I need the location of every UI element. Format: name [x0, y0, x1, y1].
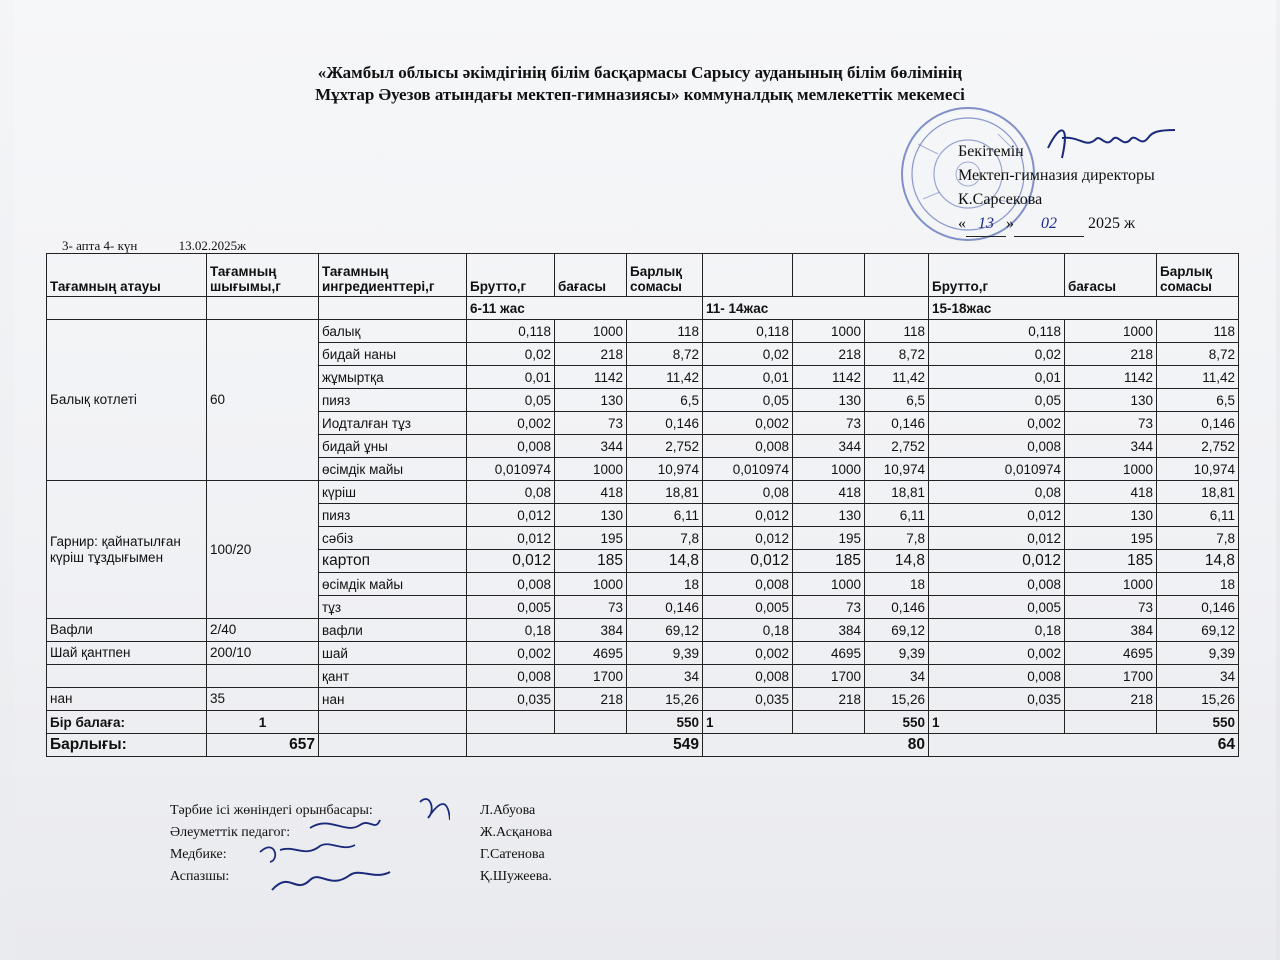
price: 130	[793, 504, 865, 527]
price: 1142	[555, 366, 627, 389]
gross-weight: 0,012	[467, 550, 555, 573]
week-label: 3- апта 4- күн	[62, 238, 138, 253]
gross-weight: 0,012	[703, 504, 793, 527]
total-sum: 7,8	[865, 527, 929, 550]
price: 195	[793, 527, 865, 550]
total-sum: 0,146	[627, 596, 703, 619]
price: 344	[793, 435, 865, 458]
gross-weight: 0,010974	[467, 458, 555, 481]
gross-weight: 0,002	[929, 642, 1065, 665]
date-month: 02	[1014, 212, 1084, 237]
ingredient-name: бидай ұны	[319, 435, 467, 458]
col-header: бағасы	[555, 254, 627, 297]
gross-weight: 0,08	[929, 481, 1065, 504]
gross-weight: 0,118	[467, 320, 555, 343]
price: 1000	[793, 458, 865, 481]
signatory-name: Г.Сатенова	[480, 847, 545, 862]
table-row	[47, 642, 1239, 665]
per-child-sum: 550	[627, 711, 703, 734]
gross-weight: 0,012	[929, 504, 1065, 527]
gross-weight: 0,012	[929, 550, 1065, 573]
date-day: 13	[966, 212, 1006, 237]
dish-name: Вафли	[47, 619, 207, 642]
gross-weight: 0,18	[929, 619, 1065, 642]
price: 130	[1065, 504, 1157, 527]
total-sum: 18	[865, 573, 929, 596]
total-sum: 0,146	[1157, 596, 1239, 619]
price: 130	[1065, 389, 1157, 412]
total-sum: 69,12	[865, 619, 929, 642]
total-sum: 118	[1157, 320, 1239, 343]
approval-date	[958, 212, 1155, 236]
dish-yield: 60	[207, 320, 319, 481]
price: 1142	[793, 366, 865, 389]
gross-weight: 0,012	[467, 527, 555, 550]
gross-weight: 0,01	[929, 366, 1065, 389]
price: 384	[555, 619, 627, 642]
total-sum: 34	[627, 665, 703, 688]
signature-row	[170, 800, 670, 822]
total-sum: 18,81	[865, 481, 929, 504]
signatory-name: Л.Абуова	[480, 803, 536, 818]
price: 1000	[1065, 573, 1157, 596]
total-sum: 9,39	[865, 642, 929, 665]
age-group-label: 11- 14жас	[703, 297, 929, 320]
ingredient-name: пияз	[319, 389, 467, 412]
total-sum: 10,974	[627, 458, 703, 481]
total-sum: 2,752	[627, 435, 703, 458]
title-line-2: Мұхтар Әуезов атындағы мектеп-гимназиясы» коммуналдық мемлекеттік мекемесі	[315, 85, 965, 104]
gross-weight: 0,18	[703, 619, 793, 642]
total-sum: 34	[1157, 665, 1239, 688]
per-child-row	[47, 711, 1239, 734]
price: 1700	[1065, 665, 1157, 688]
total-sum: 15,26	[865, 688, 929, 711]
age-group-label: 15-18жас	[929, 297, 1239, 320]
price: 1700	[555, 665, 627, 688]
approval-block	[958, 140, 1155, 236]
price: 218	[793, 343, 865, 366]
per-child-sum: 550	[1157, 711, 1239, 734]
price: 73	[555, 596, 627, 619]
gross-weight: 0,008	[467, 573, 555, 596]
total-sum: 11,42	[1157, 366, 1239, 389]
total-sum: 15,26	[627, 688, 703, 711]
price: 1000	[555, 320, 627, 343]
total-sum: 0,146	[1157, 412, 1239, 435]
gross-weight: 0,010974	[703, 458, 793, 481]
gross-weight: 0,008	[467, 435, 555, 458]
price: 218	[555, 343, 627, 366]
gross-weight: 0,008	[929, 435, 1065, 458]
total-sum: 18	[1157, 573, 1239, 596]
gross-weight: 0,118	[929, 320, 1065, 343]
per-child-count: 1	[929, 711, 1065, 734]
dish-name: Гарнир: қайнатылған күріш тұздығымен	[47, 481, 207, 619]
approve-label: Бекітемін	[958, 143, 1024, 160]
ingredient-name: Иодталған тұз	[319, 412, 467, 435]
price: 73	[793, 412, 865, 435]
gross-weight: 0,05	[929, 389, 1065, 412]
per-child-count: 1	[703, 711, 793, 734]
col-header: Тағамның шығымы,г	[207, 254, 319, 297]
total-sum: 118	[865, 320, 929, 343]
signatory-name: Қ.Шужеева.	[480, 869, 552, 884]
signatures-block	[170, 800, 670, 888]
total-value: 80	[703, 734, 929, 757]
total-value: 64	[929, 734, 1239, 757]
document-title	[200, 62, 1080, 106]
total-sum: 11,42	[865, 366, 929, 389]
title-line-1: «Жамбыл облысы әкімдігінің білім басқармасы Сарысу ауданының білім бөлімінің	[317, 63, 963, 82]
total-value: 549	[467, 734, 703, 757]
gross-weight: 0,005	[929, 596, 1065, 619]
table-row	[47, 619, 1239, 642]
table-row	[47, 688, 1239, 711]
gross-weight: 0,02	[703, 343, 793, 366]
total-sum: 9,39	[1157, 642, 1239, 665]
menu-table	[46, 253, 1239, 757]
per-child-count: 1	[207, 711, 319, 734]
price: 218	[1065, 343, 1157, 366]
col-header	[793, 254, 865, 297]
gross-weight: 0,008	[929, 573, 1065, 596]
per-child-sum: 550	[865, 711, 929, 734]
total-sum: 9,39	[627, 642, 703, 665]
col-header: Тағамның ингредиенттері,г	[319, 254, 467, 297]
dish-yield: 2/40	[207, 619, 319, 642]
gross-weight: 0,012	[703, 527, 793, 550]
gross-weight: 0,035	[703, 688, 793, 711]
gross-weight: 0,01	[467, 366, 555, 389]
gross-weight: 0,005	[703, 596, 793, 619]
price: 195	[555, 527, 627, 550]
col-header: Барлық сомасы	[1157, 254, 1239, 297]
signature-row	[170, 844, 670, 866]
price: 1000	[1065, 320, 1157, 343]
age-group-label: 6-11 жас	[467, 297, 703, 320]
price: 1000	[555, 573, 627, 596]
total-sum: 18	[627, 573, 703, 596]
table-header-row	[47, 254, 1239, 297]
col-header: Брутто,г	[929, 254, 1065, 297]
total-sum: 15,26	[1157, 688, 1239, 711]
price: 4695	[555, 642, 627, 665]
price: 1000	[793, 573, 865, 596]
ingredient-name: бидай наны	[319, 343, 467, 366]
gross-weight: 0,002	[467, 642, 555, 665]
date-open-quote: «	[958, 215, 966, 232]
dish-name	[47, 665, 207, 688]
gross-weight: 0,118	[703, 320, 793, 343]
total-sum: 34	[865, 665, 929, 688]
dish-name: нан	[47, 688, 207, 711]
total-sum: 6,11	[1157, 504, 1239, 527]
table-body	[47, 297, 1239, 711]
total-yield: 657	[207, 734, 319, 757]
gross-weight: 0,035	[929, 688, 1065, 711]
gross-weight: 0,01	[703, 366, 793, 389]
ingredient-name: тұз	[319, 596, 467, 619]
week-date: 13.02.2025ж	[178, 238, 247, 253]
col-header	[865, 254, 929, 297]
gross-weight: 0,008	[703, 573, 793, 596]
price: 130	[555, 504, 627, 527]
gross-weight: 0,035	[467, 688, 555, 711]
gross-weight: 0,012	[929, 527, 1065, 550]
total-sum: 69,12	[1157, 619, 1239, 642]
price: 1000	[793, 320, 865, 343]
total-sum: 18,81	[1157, 481, 1239, 504]
gross-weight: 0,05	[703, 389, 793, 412]
price: 384	[1065, 619, 1157, 642]
price: 218	[555, 688, 627, 711]
gross-weight: 0,02	[467, 343, 555, 366]
ingredient-name: пияз	[319, 504, 467, 527]
price: 218	[793, 688, 865, 711]
total-sum: 7,8	[1157, 527, 1239, 550]
total-sum: 14,8	[1157, 550, 1239, 573]
price: 344	[555, 435, 627, 458]
gross-weight: 0,008	[467, 665, 555, 688]
price: 130	[793, 389, 865, 412]
signatory-role: Медбике:	[170, 847, 227, 862]
total-sum: 14,8	[865, 550, 929, 573]
total-sum: 0,146	[865, 596, 929, 619]
dish-name: Балық котлеті	[47, 320, 207, 481]
signatory-role: Аспазшы:	[170, 869, 230, 884]
price: 1000	[555, 458, 627, 481]
gross-weight: 0,002	[467, 412, 555, 435]
gross-weight: 0,008	[703, 665, 793, 688]
ingredient-name: балық	[319, 320, 467, 343]
dish-yield: 35	[207, 688, 319, 711]
total-sum: 6,5	[1157, 389, 1239, 412]
price: 73	[1065, 596, 1157, 619]
price: 4695	[1065, 642, 1157, 665]
gross-weight: 0,002	[929, 412, 1065, 435]
per-child-label: Бір балаға:	[47, 711, 207, 734]
price: 73	[1065, 412, 1157, 435]
price: 218	[1065, 688, 1157, 711]
ingredient-name: картоп	[319, 550, 467, 573]
col-header: Тағамның атауы	[47, 254, 207, 297]
price: 418	[1065, 481, 1157, 504]
col-header: бағасы	[1065, 254, 1157, 297]
gross-weight: 0,08	[467, 481, 555, 504]
total-sum: 6,11	[865, 504, 929, 527]
signatory-role: Әлеуметтік педагог:	[170, 825, 291, 840]
price: 185	[1065, 550, 1157, 573]
gross-weight: 0,012	[703, 550, 793, 573]
dish-name: Шай қантпен	[47, 642, 207, 665]
ingredient-name: шай	[319, 642, 467, 665]
price: 1000	[1065, 458, 1157, 481]
dish-yield: 200/10	[207, 642, 319, 665]
ingredient-name: вафли	[319, 619, 467, 642]
total-row	[47, 734, 1239, 757]
table-row	[47, 665, 1239, 688]
price: 185	[555, 550, 627, 573]
price: 384	[793, 619, 865, 642]
price: 195	[1065, 527, 1157, 550]
total-sum: 6,5	[865, 389, 929, 412]
col-header: Барлық сомасы	[627, 254, 703, 297]
total-sum: 6,11	[627, 504, 703, 527]
price: 185	[793, 550, 865, 573]
ingredient-name: өсімдік майы	[319, 458, 467, 481]
total-sum: 2,752	[1157, 435, 1239, 458]
gross-weight: 0,008	[703, 435, 793, 458]
price: 418	[793, 481, 865, 504]
total-sum: 0,146	[627, 412, 703, 435]
ingredient-name: жұмыртқа	[319, 366, 467, 389]
signature-row	[170, 822, 670, 844]
gross-weight: 0,18	[467, 619, 555, 642]
gross-weight: 0,002	[703, 642, 793, 665]
total-sum: 6,5	[627, 389, 703, 412]
week-day-line	[62, 238, 284, 254]
gross-weight: 0,002	[703, 412, 793, 435]
price: 73	[555, 412, 627, 435]
ingredient-name: күріш	[319, 481, 467, 504]
gross-weight: 0,010974	[929, 458, 1065, 481]
total-sum: 118	[627, 320, 703, 343]
price: 73	[793, 596, 865, 619]
gross-weight: 0,05	[467, 389, 555, 412]
total-label: Барлығы:	[47, 734, 207, 757]
date-close-quote: »	[1006, 215, 1014, 232]
total-sum: 18,81	[627, 481, 703, 504]
price: 130	[555, 389, 627, 412]
price: 1142	[1065, 366, 1157, 389]
signature-row	[170, 866, 670, 888]
total-sum: 0,146	[865, 412, 929, 435]
gross-weight: 0,005	[467, 596, 555, 619]
director-name: К.Сарсекова	[958, 191, 1043, 208]
total-sum: 8,72	[865, 343, 929, 366]
age-group-row	[47, 297, 1239, 320]
director-position: Мектеп-гимназия директоры	[958, 167, 1155, 184]
total-sum: 7,8	[627, 527, 703, 550]
col-header	[703, 254, 793, 297]
total-sum: 69,12	[627, 619, 703, 642]
ingredient-name: қант	[319, 665, 467, 688]
col-header: Брутто,г	[467, 254, 555, 297]
total-sum: 10,974	[865, 458, 929, 481]
gross-weight: 0,012	[467, 504, 555, 527]
ingredient-name: сәбіз	[319, 527, 467, 550]
gross-weight: 0,02	[929, 343, 1065, 366]
signatory-name: Ж.Асқанова	[480, 825, 553, 840]
total-sum: 14,8	[627, 550, 703, 573]
ingredient-name: нан	[319, 688, 467, 711]
total-sum: 11,42	[627, 366, 703, 389]
ingredient-name: өсімдік майы	[319, 573, 467, 596]
table-row	[47, 320, 1239, 343]
price: 344	[1065, 435, 1157, 458]
gross-weight: 0,08	[703, 481, 793, 504]
price: 418	[555, 481, 627, 504]
total-sum: 8,72	[627, 343, 703, 366]
total-sum: 8,72	[1157, 343, 1239, 366]
total-sum: 10,974	[1157, 458, 1239, 481]
gross-weight: 0,008	[929, 665, 1065, 688]
price: 4695	[793, 642, 865, 665]
table-row	[47, 481, 1239, 504]
signatory-role: Тәрбие ісі жөніндегі орынбасары:	[170, 803, 373, 818]
total-sum: 2,752	[865, 435, 929, 458]
dish-yield	[207, 665, 319, 688]
price: 1700	[793, 665, 865, 688]
date-year: 2025 ж	[1088, 215, 1136, 232]
dish-yield: 100/20	[207, 481, 319, 619]
